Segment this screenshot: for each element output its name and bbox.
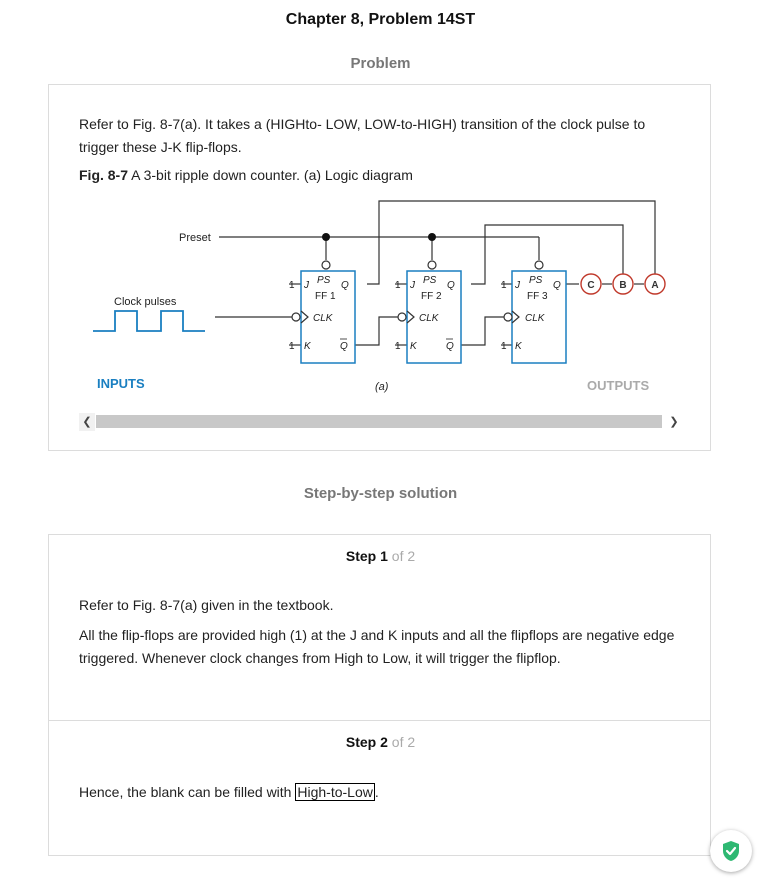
logic-diagram: [49, 195, 712, 395]
svg-text:1: 1: [289, 341, 295, 352]
svg-text:CLK: CLK: [419, 313, 439, 324]
svg-text:J: J: [410, 280, 415, 291]
security-shield-button[interactable]: [710, 830, 752, 872]
svg-text:B: B: [619, 280, 627, 291]
svg-text:PS: PS: [423, 275, 437, 286]
step-divider: [49, 720, 710, 721]
solution-card: [48, 534, 711, 856]
step-1-paragraph-2: All the flip-flops are provided high (1) at the J and K inputs and all the flipflops are negative edge triggered. Whenever clock changes from High to Low, it will trigger the flipflop.: [79, 627, 675, 666]
svg-text:1: 1: [395, 280, 401, 291]
svg-text:J: J: [515, 280, 520, 291]
scrollbar-thumb[interactable]: [96, 415, 662, 428]
step-1-paragraph-1: Refer to Fig. 8-7(a) given in the textbook.: [79, 597, 334, 613]
step-1-header: Step 1 of 2: [345, 548, 416, 564]
svg-text:1: 1: [501, 341, 507, 352]
svg-text:1: 1: [289, 280, 295, 291]
solution-section-label: Step-by-step solution: [303, 485, 458, 502]
svg-text:CLK: CLK: [313, 313, 333, 324]
clock-waveform: [93, 311, 205, 331]
horizontal-scrollbar[interactable]: [79, 413, 682, 431]
clock-pulses-label: Clock pulses: [114, 296, 177, 308]
svg-text:A: A: [651, 280, 659, 291]
preset-label: Preset: [179, 232, 211, 244]
output-a: [645, 274, 665, 294]
scroll-right-arrow-icon[interactable]: ❯: [669, 416, 679, 428]
svg-text:K: K: [304, 341, 311, 352]
svg-text:Q: Q: [341, 280, 349, 291]
svg-text:K: K: [515, 341, 522, 352]
sub-figure-label: (a): [375, 381, 389, 393]
svg-text:K: K: [410, 341, 417, 352]
svg-text:Q: Q: [446, 341, 454, 352]
step-2-paragraph: Hence, the blank can be filled with High-to-Low .: [79, 784, 379, 800]
svg-text:Q: Q: [340, 341, 348, 352]
outputs-label: OUTPUTS: [587, 378, 650, 393]
answer-box: High-to-Low: [297, 784, 373, 800]
svg-text:CLK: CLK: [525, 313, 545, 324]
svg-text:1: 1: [395, 341, 401, 352]
figure-caption-label: Fig. 8-7: [79, 167, 129, 183]
svg-text:C: C: [587, 280, 595, 291]
svg-text:FF 1: FF 1: [315, 291, 336, 302]
preset-junction-2: [428, 233, 436, 241]
output-b: [613, 274, 633, 294]
problem-section-label: Problem: [350, 55, 411, 72]
problem-card: [48, 84, 711, 451]
svg-text:J: J: [304, 280, 309, 291]
figure-caption-text: A 3-bit ripple down counter. (a) Logic diagram: [131, 167, 413, 183]
preset-junction-1: [322, 233, 330, 241]
page-title: Chapter 8, Problem 14ST: [285, 11, 476, 28]
svg-text:FF 2: FF 2: [421, 291, 442, 302]
inputs-label: INPUTS: [97, 376, 145, 391]
svg-text:PS: PS: [529, 275, 543, 286]
scroll-left-arrow-icon[interactable]: ❮: [79, 413, 95, 431]
svg-text:FF 3: FF 3: [527, 291, 548, 302]
step-2-header: Step 2 of 2: [345, 734, 416, 750]
svg-text:Q: Q: [553, 280, 561, 291]
svg-text:PS: PS: [317, 275, 331, 286]
svg-text:1: 1: [501, 280, 507, 291]
shield-check-icon: [721, 840, 741, 862]
figure-caption: [79, 164, 679, 187]
output-c: [581, 274, 601, 294]
svg-text:Q: Q: [447, 280, 455, 291]
problem-text: Refer to Fig. 8-7(a). It takes a (HIGHto- LOW, LOW-to-HIGH) transition of the clock pulse to trigger these J-K flip-flops.: [79, 116, 646, 155]
